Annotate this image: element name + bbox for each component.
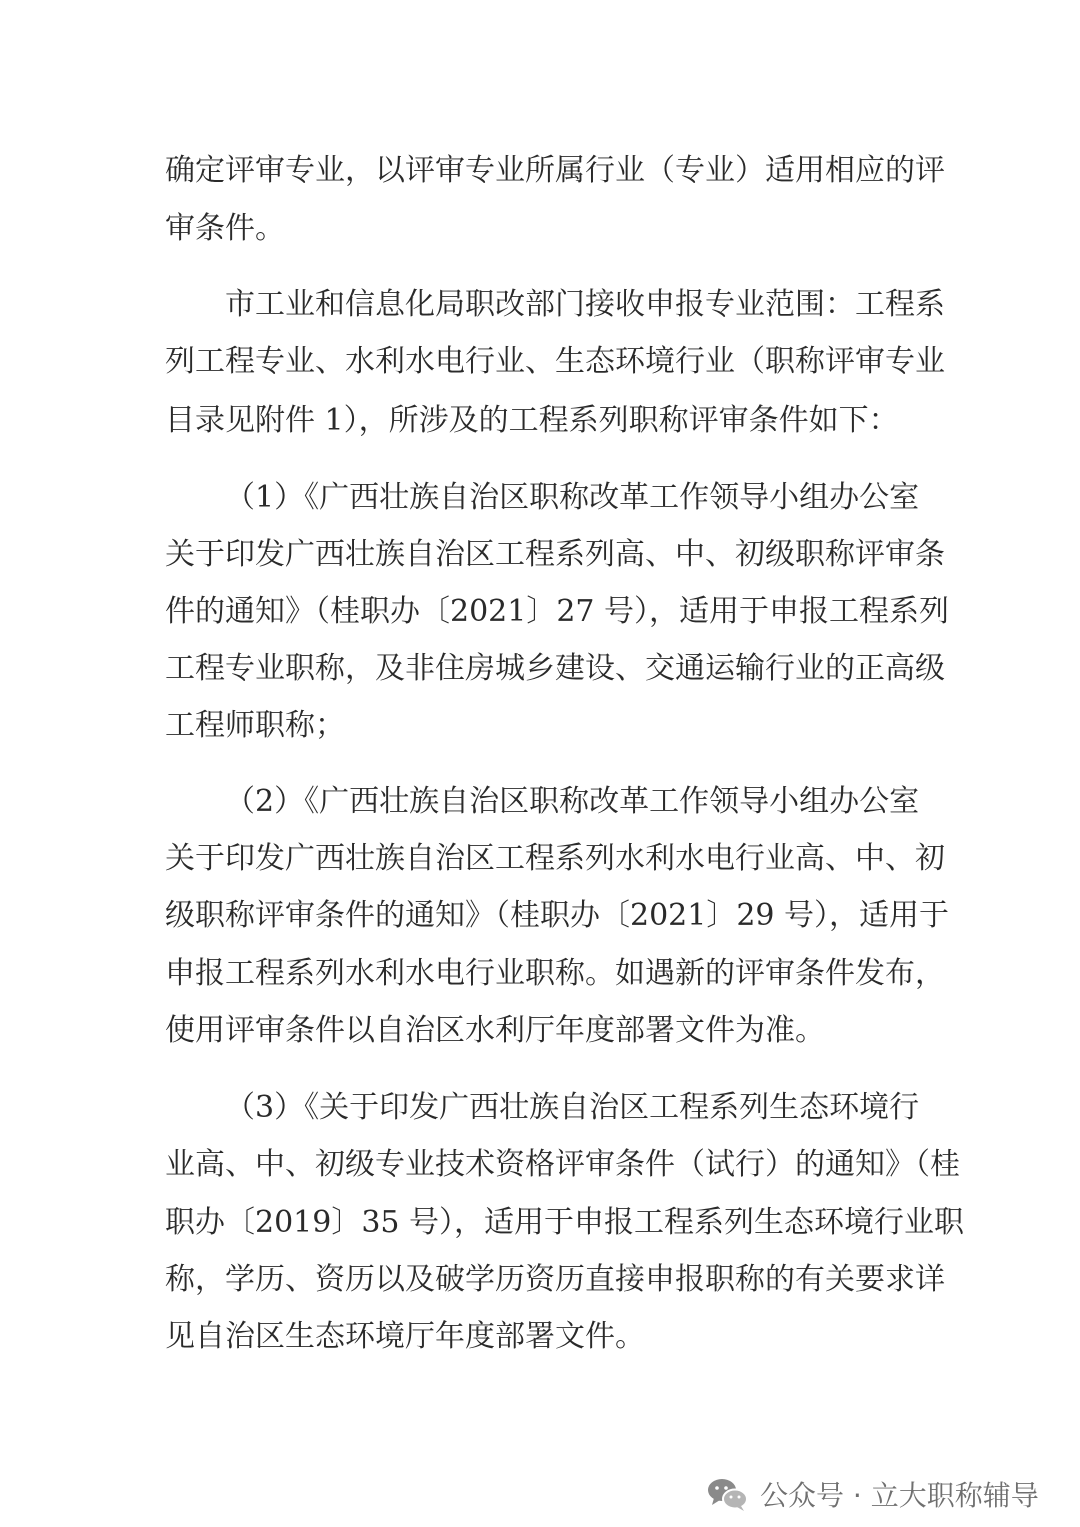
- paragraph-2-line-3: 目录见附件 1），所涉及的工程系列职称评审条件如下：: [165, 403, 899, 438]
- paragraph-4-line-2: 关于印发广西壮族自治区工程系列水利水电行业高、中、初: [165, 841, 945, 876]
- paragraph-3-line-1: （1）《广西壮族自治区职称改革工作领导小组办公室: [225, 480, 920, 515]
- watermark-text: 公众号 · 立大职称辅导: [760, 1479, 1039, 1512]
- paragraph-1-line-2: 审条件。: [165, 211, 285, 246]
- paragraph-4-line-3: 级职称评审条件的通知》（桂职办〔2021〕29 号），适用于: [165, 898, 950, 933]
- paragraph-3-line-2: 关于印发广西壮族自治区工程系列高、中、初级职称评审条: [165, 537, 945, 572]
- paragraph-5-line-2: 业高、中、初级专业技术资格评审条件（试行）的通知》（桂: [165, 1147, 960, 1182]
- wechat-watermark: [706, 1470, 1039, 1518]
- paragraph-3-line-3: 件的通知》（桂职办〔2021〕27 号），适用于申报工程系列: [165, 594, 950, 629]
- paragraph-1-line-1: 确定评审专业，以评审专业所属行业（专业）适用相应的评: [165, 153, 945, 188]
- paragraph-2-line-2: 列工程专业、水利水电行业、生态环境行业（职称评审专业: [165, 344, 945, 379]
- paragraph-5-line-3: 职办〔2019〕35 号），适用于申报工程系列生态环境行业职: [165, 1205, 965, 1240]
- paragraph-5-line-4: 称，学历、资历以及破学历资历直接申报职称的有关要求详: [165, 1262, 945, 1297]
- wechat-icon: [706, 1475, 750, 1513]
- paragraph-4-line-5: 使用评审条件以自治区水利厅年度部署文件为准。: [165, 1013, 825, 1048]
- paragraph-2-line-1: 市工业和信息化局职改部门接收申报专业范围：工程系: [225, 287, 945, 322]
- paragraph-5-line-1: （3）《关于印发广西壮族自治区工程系列生态环境行: [225, 1090, 920, 1125]
- paragraph-5-line-5: 见自治区生态环境厅年度部署文件。: [165, 1319, 645, 1354]
- paragraph-4-line-1: （2）《广西壮族自治区职称改革工作领导小组办公室: [225, 784, 920, 819]
- paragraph-4-line-4: 申报工程系列水利水电行业职称。如遇新的评审条件发布，: [165, 956, 945, 991]
- paragraph-3-line-5: 工程师职称；: [165, 708, 345, 743]
- paragraph-3-line-4: 工程专业职称，及非住房城乡建设、交通运输行业的正高级: [165, 651, 945, 686]
